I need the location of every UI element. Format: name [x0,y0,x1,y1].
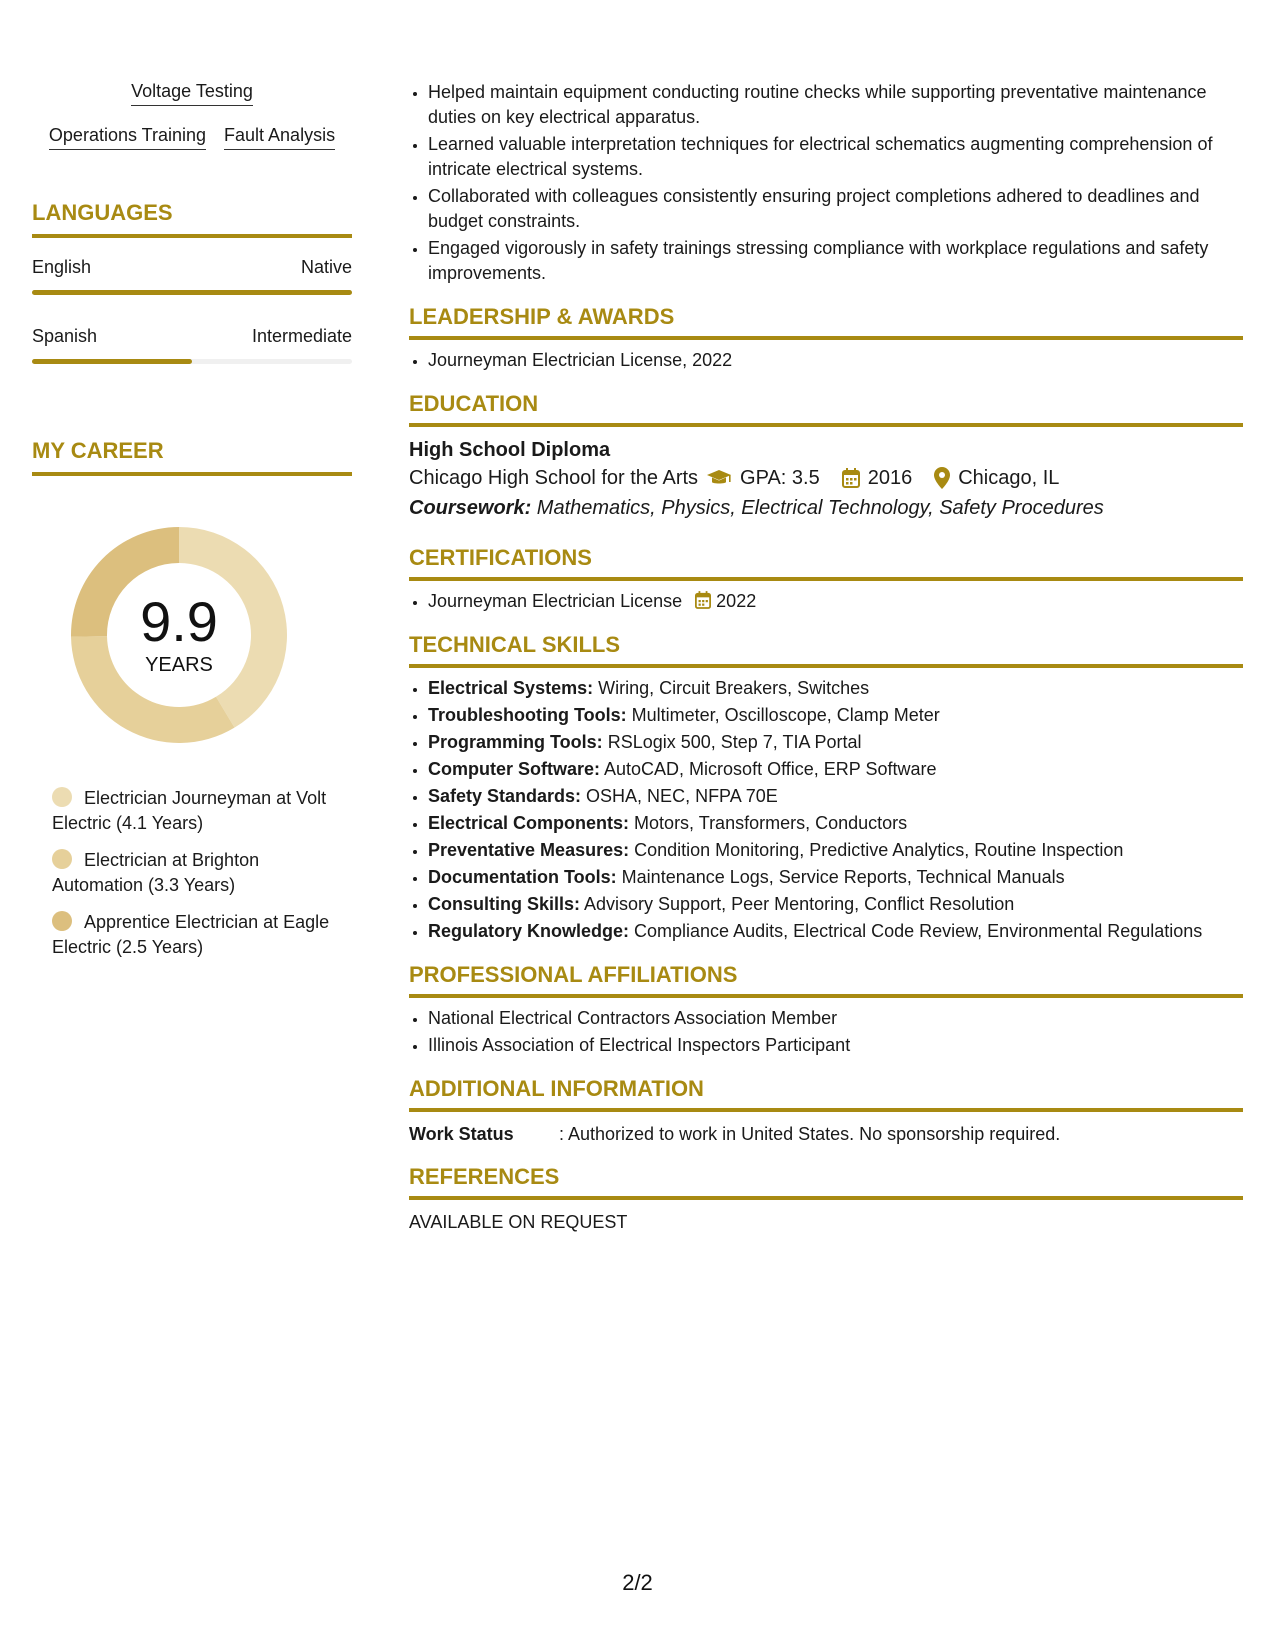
leadership-title: LEADERSHIP & AWARDS [409,304,1243,340]
affiliations-section [409,962,1243,1058]
skill-item [428,919,1243,944]
work-status-row [409,1122,1243,1146]
skill-tag: Operations Training [49,124,206,150]
certifications-section [409,545,1243,614]
language-bar [32,290,352,295]
skill-item [428,892,1243,917]
leadership-item: • Journeyman Electrician License, 2022 [428,348,1243,373]
career-legend-item [52,910,352,960]
career-legend-text: Apprentice Electrician at Eagle Electric (2.5 Years) [52,912,330,957]
skill-item [428,865,1243,890]
skill-label: Programming Tools: [428,732,603,752]
education-title: EDUCATION [409,391,1243,427]
education-degree: High School Diploma [409,439,611,461]
legend-dot-icon [52,849,72,869]
coursework-label: Coursework: [409,497,532,519]
left-column [32,80,352,972]
skill-value: Maintenance Logs, Service Reports, Technical Manuals [616,867,1065,887]
calendar-icon [695,591,711,609]
education-section [409,391,1243,523]
skill-item [428,703,1243,728]
career-legend-text: Electrician Journeyman at Volt Electric (4.1 Years) [52,788,327,833]
language-level: Intermediate [251,326,352,346]
skill-label: Electrical Components: [428,813,630,833]
references-section [409,1164,1243,1234]
experience-bullet: • Collaborated with colleagues consistently ensuring project completions adhered to deadlines and budget constraints. [428,184,1243,234]
skill-value: Compliance Audits, Electrical Code Review, Environmental Regulations [629,921,1203,941]
additional-title: ADDITIONAL INFORMATION [409,1076,1243,1112]
graduation-cap-icon [706,469,732,487]
education-coursework [409,493,1243,523]
language-name: Spanish [32,326,98,346]
education-year: 2016 [867,467,913,489]
references-title: REFERENCES [409,1164,1243,1200]
experience-bullet: • Helped maintain equipment conducting routine checks while supporting preventative maintenance duties on key electrical apparatus. [428,80,1243,130]
career-total-years: 9.9 [140,589,218,653]
affiliation-item: • Illinois Association of Electrical Inspectors Participant [428,1033,1243,1058]
skill-label: Consulting Skills: [428,894,581,914]
experience-bullets [409,80,1243,286]
skill-value: Motors, Transformers, Conductors [629,813,908,833]
language-bar [32,359,352,364]
skill-item [428,811,1243,836]
language-level: Native [300,257,352,277]
skill-tags-row-2 [32,124,352,150]
career-title: MY CAREER [32,438,352,476]
skill-label: Regulatory Knowledge: [428,921,630,941]
skills-title: TECHNICAL SKILLS [409,632,1243,668]
certifications-title: CERTIFICATIONS [409,545,1243,581]
skill-label: Documentation Tools: [428,867,617,887]
education-details [409,463,1243,493]
affiliation-item: • National Electrical Contractors Association Member [428,1006,1243,1031]
skill-value: RSLogix 500, Step 7, TIA Portal [602,732,862,752]
location-pin-icon [934,467,950,489]
skill-label: Preventative Measures: [428,840,630,860]
education-location: Chicago, IL [958,467,1060,489]
skill-value: Advisory Support, Peer Mentoring, Conflict Resolution [580,894,1015,914]
career-total-unit: YEARS [145,653,213,676]
certification-year: 2022 [716,591,757,611]
career-legend-item [52,848,352,898]
skill-value: AutoCAD, Microsoft Office, ERP Software [600,759,937,779]
skill-value: Multimeter, Oscilloscope, Clamp Meter [626,705,940,725]
career-legend-item [52,786,352,836]
skill-value: Condition Monitoring, Predictive Analytics, Routine Inspection [629,840,1124,860]
skill-tags-row-1 [32,80,352,106]
legend-dot-icon [52,911,72,931]
skill-item [428,676,1243,701]
education-gpa: GPA: 3.5 [740,467,820,489]
leadership-section [409,304,1243,373]
skill-value: OSHA, NEC, NFPA 70E [581,786,778,806]
skill-tag: Voltage Testing [131,80,253,106]
languages-title: LANGUAGES [32,200,352,238]
work-status-label: Work Status [409,1124,514,1144]
skill-item [428,730,1243,755]
languages-section [32,200,352,364]
language-name: English [32,257,92,277]
skill-tag: Fault Analysis [224,124,335,150]
career-donut [64,520,294,750]
skill-item [428,784,1243,809]
language-item [32,256,352,295]
skill-label: Safety Standards: [428,786,582,806]
experience-bullet: • Engaged vigorously in safety trainings stressing compliance with workplace regulations and safety improvements. [428,236,1243,286]
language-item [32,325,352,364]
career-section [32,438,352,960]
language-bar-fill [32,290,352,295]
additional-section [409,1076,1243,1146]
certification-name: Journeyman Electrician License [428,591,683,611]
coursework-list: Mathematics, Physics, Electrical Technology, Safety Procedures [531,497,1104,519]
skill-value: Wiring, Circuit Breakers, Switches [593,678,870,698]
skill-label: Electrical Systems: [428,678,594,698]
work-status-value: : Authorized to work in United States. No sponsorship required. [559,1124,1061,1144]
education-school: Chicago High School for the Arts [409,467,699,489]
affiliations-title: PROFESSIONAL AFFILIATIONS [409,962,1243,998]
right-column [409,80,1243,1234]
experience-bullet: • Learned valuable interpretation techniques for electrical schematics augmenting comprehension of intricate electrical systems. [428,132,1243,182]
language-bar-fill [32,359,192,364]
references-text: AVAILABLE ON REQUEST [409,1212,628,1232]
career-legend-text: Electrician at Brighton Automation (3.3 Years) [52,850,260,895]
skill-item [428,757,1243,782]
skill-label: Computer Software: [428,759,601,779]
skill-item [428,838,1243,863]
legend-dot-icon [52,787,72,807]
page-number: 2/2 [622,1570,653,1595]
skill-label: Troubleshooting Tools: [428,705,627,725]
certification-item [428,589,1243,614]
calendar-icon [842,468,860,488]
career-legend [52,786,352,960]
skills-section [409,632,1243,944]
